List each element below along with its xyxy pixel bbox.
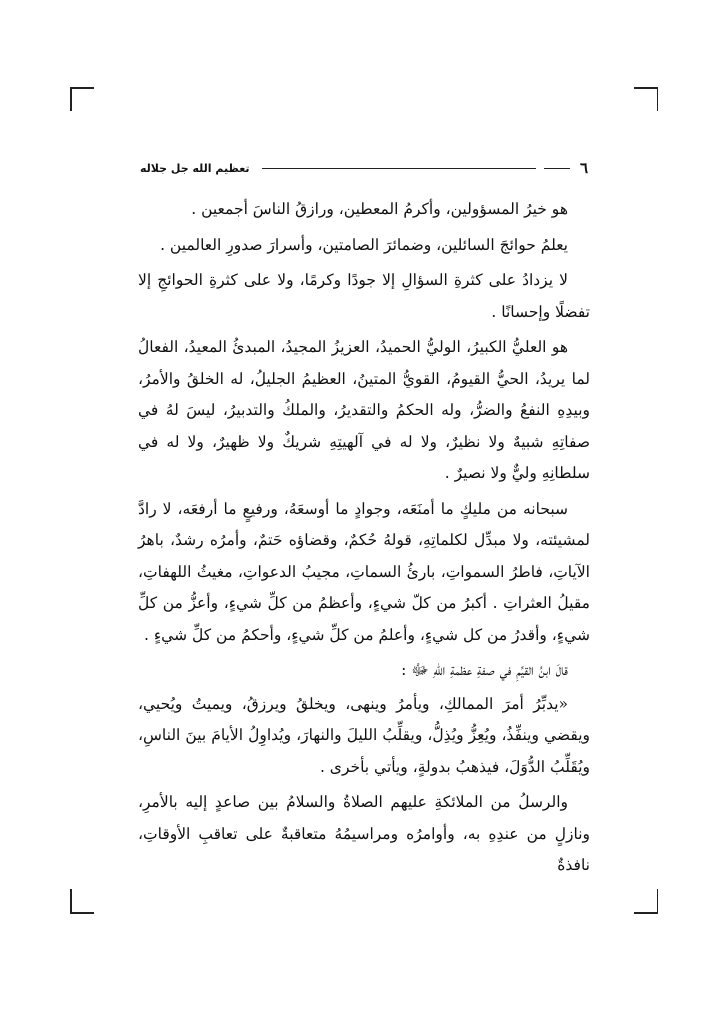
quote-paragraph: والرسلُ من الملائكةِ عليهم الصلاةُ والسلامُ بين صاعدٍ إليه بالأمرِ، ونازلٍ من عندِهِ به، وأوامرُه ومراسيمُهُ متعاقبةٌ على تعاقبِ الأوقاتِ، نافذةٌ xyxy=(138,793,590,874)
page-header xyxy=(140,156,588,180)
crop-mark-bottom-left-h xyxy=(70,912,94,914)
crop-mark-bottom-right-h xyxy=(634,912,658,914)
paragraph: يعلمُ حوائجَ السائلين، وضمائرَ الصامتين، وأسرارَ صدورِ العالمين . xyxy=(160,235,568,254)
running-title: تعظيم الله جل جلاله xyxy=(140,161,250,175)
crop-mark-top-left-h xyxy=(70,87,94,89)
crop-mark-bottom-right-v xyxy=(657,889,659,913)
quote-paragraph: «يدبِّرُ أمرَ الممالكِ، ويأمرُ وينهى، ويخلقُ ويرزقُ، ويميتُ ويُحيي، ويقضي وينفِّذُ، ويُعِزُّ ويُذِلُّ، ويقلِّبُ الليلَ والنهارَ، ويُداوِلُ الأيامَ بينَ الناسِ، ويُقَلِّبُ الدُّوَلَ، فيذهبُ بدولةٍ، ويأتي بأخرى . xyxy=(138,694,590,776)
crop-mark-top-left-v xyxy=(70,87,72,111)
header-rule-long xyxy=(262,168,536,169)
paragraph: هو العليُّ الكبيرُ، الوليُّ الحميدُ، العزيزُ المجيدُ، المبدئُ المعيدُ، الفعالُ لما يريدُ، الحيُّ القيومُ، القويُّ المتينُ، العظيمُ الجليلُ، له الخلقُ والأمرُ، وبيدِهِ النفعُ والضرُّ، وله الحكمُ والتقديرُ، والملكُ والتدبيرُ، ليسَ لهُ في صفاتِهِ شبيهٌ ولا نظيرٌ، ولا له في آلهيتِهِ شريكٌ ولا ظهيرٌ، ولا له في سلطانِهِ وليٌّ ولا نصيرٌ . xyxy=(138,338,590,482)
paragraph: لا يزدادُ على كثرةِ السؤالِ إلا جودًا وكرمًا، ولا على كثرةِ الحوائجِ إلا تفضلًا وإحسانًا . xyxy=(138,271,590,321)
crop-mark-top-right-v xyxy=(657,87,659,111)
page-body xyxy=(138,194,590,882)
crop-mark-top-right-h xyxy=(634,87,658,89)
crop-mark-bottom-left-v xyxy=(70,889,72,913)
paragraph: سبحانه من مليكٍ ما أمنَعَه، وجوادٍ ما أوسعَهُ، ورفيعٍ ما أرفعَه، لا رادَّ لمشيئته، ولا مبدِّل لكلماتِهِ، قولهُ حُكمٌ، وقضاؤه حَتمٌ، وأمرُه رشدٌ، باهرُ الآياتِ، فاطرُ السمواتِ، بارئُ السماتِ، مجيبُ الدعواتِ، مغيثُ اللهفاتِ، مقيلُ العثراتِ . أكبرُ من كلّ شيءٍ، وأعظمُ من كلِّ شيءٍ، وأعزُّ من كلِّ شيءٍ، وأقدرُ من كل شيءٍ، وأعلمُ من كلِّ شيءٍ، وأحكمُ من كلِّ شيءٍ . xyxy=(138,499,590,644)
header-rule-short xyxy=(544,168,570,169)
quote-intro: قالَ ابنُ القيِّمِ في صفةِ عظمةِ اللهِ ﷻ : xyxy=(401,661,568,679)
paragraph: هو خيرُ المسؤولين، وأكرمُ المعطين، ورازقُ الناسَ أجمعين . xyxy=(191,200,568,218)
page-number: ٦ xyxy=(579,159,588,177)
